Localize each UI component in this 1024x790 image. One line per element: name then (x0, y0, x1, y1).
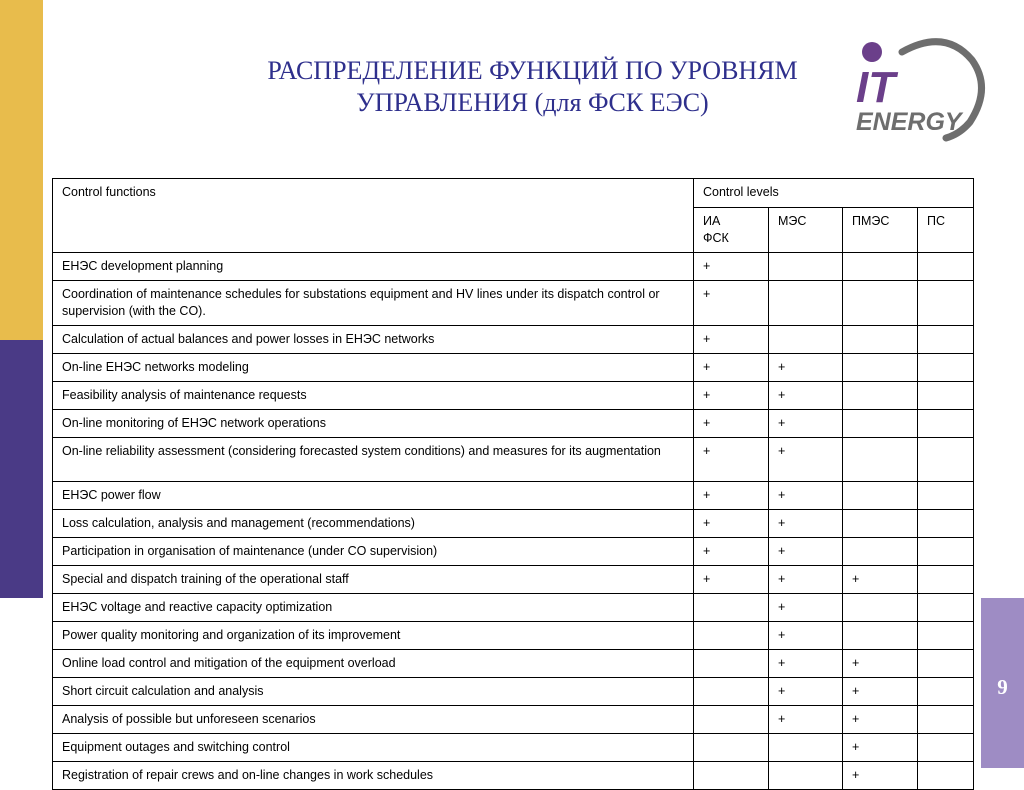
level-mark-cell (843, 410, 918, 438)
level-mark-cell: + (694, 566, 769, 594)
table-body (53, 253, 974, 790)
level-column-label-line1: МЭС (778, 214, 807, 228)
level-mark-cell (918, 622, 974, 650)
level-mark-cell: + (769, 566, 843, 594)
level-mark-cell: + (694, 326, 769, 354)
level-mark-cell (918, 650, 974, 678)
level-mark-cell (918, 706, 974, 734)
table-row (53, 382, 974, 410)
table-row (53, 326, 974, 354)
it-energy-logo (850, 30, 990, 145)
level-mark-cell (694, 650, 769, 678)
function-cell: Online load control and mitigation of the equipment overload (53, 650, 694, 678)
level-column-header (769, 208, 843, 253)
level-mark-cell: + (843, 566, 918, 594)
level-mark-cell: + (769, 410, 843, 438)
level-mark-cell (694, 762, 769, 790)
level-mark-cell: + (769, 706, 843, 734)
level-mark-cell: + (694, 538, 769, 566)
table-row (53, 622, 974, 650)
level-column-label-line1: ИА (703, 214, 721, 228)
function-cell: Feasibility analysis of maintenance requests (53, 382, 694, 410)
level-mark-cell: + (694, 482, 769, 510)
function-cell: Participation in organisation of maintenance (under CO supervision) (53, 538, 694, 566)
level-mark-cell (918, 594, 974, 622)
level-mark-cell (918, 538, 974, 566)
functions-header: Control functions (53, 179, 694, 253)
function-cell: On-line monitoring of ЕНЭС network operations (53, 410, 694, 438)
function-cell: Coordination of maintenance schedules for substations equipment and HV lines under its dispatch control or supervision (with the CO). (53, 281, 694, 326)
table-row (53, 678, 974, 706)
level-mark-cell (843, 354, 918, 382)
function-cell: ЕНЭС voltage and reactive capacity optimization (53, 594, 694, 622)
level-mark-cell (918, 382, 974, 410)
level-column-label-line2: ФСК (703, 231, 729, 245)
function-cell: ЕНЭС development planning (53, 253, 694, 281)
level-mark-cell (918, 762, 974, 790)
level-mark-cell (843, 253, 918, 281)
level-mark-cell (918, 678, 974, 706)
function-cell: Loss calculation, analysis and management (recommendations) (53, 510, 694, 538)
level-mark-cell (694, 678, 769, 706)
level-mark-cell (918, 326, 974, 354)
level-mark-cell (918, 438, 974, 482)
level-mark-cell (843, 510, 918, 538)
table-row (53, 253, 974, 281)
gold-side-bar (0, 0, 43, 340)
level-mark-cell (843, 281, 918, 326)
level-mark-cell: + (769, 650, 843, 678)
table-row (53, 566, 974, 594)
level-mark-cell: + (694, 253, 769, 281)
level-mark-cell: + (769, 354, 843, 382)
level-mark-cell: + (769, 382, 843, 410)
title-line-2: УПРАВЛЕНИЯ (для ФСК ЕЭС) (356, 88, 709, 117)
level-mark-cell (918, 253, 974, 281)
levels-header: Control levels (694, 179, 974, 208)
level-mark-cell (694, 734, 769, 762)
page-title (200, 55, 865, 119)
level-mark-cell (843, 594, 918, 622)
level-mark-cell: + (769, 678, 843, 706)
level-mark-cell (694, 706, 769, 734)
header-row (53, 179, 974, 208)
logo-dot (862, 42, 882, 62)
level-mark-cell: + (694, 382, 769, 410)
level-mark-cell: + (769, 482, 843, 510)
table-row (53, 354, 974, 382)
level-mark-cell (769, 253, 843, 281)
table-row (53, 482, 974, 510)
title-line-1: РАСПРЕДЕЛЕНИЕ ФУНКЦИЙ ПО УРОВНЯМ (267, 56, 798, 85)
level-mark-cell (918, 482, 974, 510)
level-mark-cell (769, 734, 843, 762)
level-mark-cell (694, 622, 769, 650)
level-column-header (694, 208, 769, 253)
level-mark-cell (694, 594, 769, 622)
level-mark-cell (843, 622, 918, 650)
table-row (53, 410, 974, 438)
level-column-header (918, 208, 974, 253)
function-cell: Equipment outages and switching control (53, 734, 694, 762)
table-row (53, 650, 974, 678)
level-mark-cell: + (694, 510, 769, 538)
level-mark-cell (769, 281, 843, 326)
level-mark-cell: + (694, 354, 769, 382)
level-mark-cell (843, 482, 918, 510)
level-mark-cell: + (769, 538, 843, 566)
table-row (53, 706, 974, 734)
level-mark-cell (918, 566, 974, 594)
level-mark-cell: + (769, 510, 843, 538)
level-mark-cell (918, 281, 974, 326)
control-functions-table (52, 178, 974, 790)
level-mark-cell (769, 326, 843, 354)
level-mark-cell: + (843, 734, 918, 762)
function-cell: ЕНЭС power flow (53, 482, 694, 510)
table-row (53, 594, 974, 622)
level-mark-cell (918, 734, 974, 762)
function-cell: On-line reliability assessment (considering forecasted system conditions) and measures for its augmentation (53, 438, 694, 482)
level-mark-cell: + (694, 438, 769, 482)
level-mark-cell: + (843, 650, 918, 678)
level-mark-cell (918, 410, 974, 438)
level-mark-cell: + (769, 622, 843, 650)
level-column-label-line1: ПМЭС (852, 214, 890, 228)
function-cell: Calculation of actual balances and power losses in ЕНЭС networks (53, 326, 694, 354)
function-cell: Special and dispatch training of the operational staff (53, 566, 694, 594)
table-row (53, 281, 974, 326)
table-row (53, 762, 974, 790)
page-number: 9 (997, 675, 1008, 699)
level-mark-cell: + (843, 706, 918, 734)
table-row (53, 438, 974, 482)
level-mark-cell (843, 538, 918, 566)
function-cell: On-line ЕНЭС networks modeling (53, 354, 694, 382)
table-row (53, 734, 974, 762)
level-column-header (843, 208, 918, 253)
level-mark-cell: + (769, 594, 843, 622)
logo-text-bottom: ENERGY (856, 108, 962, 136)
function-cell: Short circuit calculation and analysis (53, 678, 694, 706)
table-row (53, 538, 974, 566)
level-mark-cell (769, 762, 843, 790)
function-cell: Registration of repair crews and on-line changes in work schedules (53, 762, 694, 790)
level-mark-cell (843, 382, 918, 410)
table-row (53, 510, 974, 538)
level-column-label-line1: ПС (927, 214, 946, 228)
function-cell: Power quality monitoring and organization of its improvement (53, 622, 694, 650)
logo-text-top: IT (856, 63, 896, 112)
level-mark-cell (918, 510, 974, 538)
level-mark-cell: + (843, 678, 918, 706)
level-mark-cell: + (769, 438, 843, 482)
level-mark-cell (843, 438, 918, 482)
level-mark-cell (843, 326, 918, 354)
function-cell: Analysis of possible but unforeseen scenarios (53, 706, 694, 734)
level-mark-cell (918, 354, 974, 382)
level-mark-cell: + (694, 410, 769, 438)
level-mark-cell: + (843, 762, 918, 790)
level-mark-cell: + (694, 281, 769, 326)
purple-side-bar (0, 340, 43, 598)
